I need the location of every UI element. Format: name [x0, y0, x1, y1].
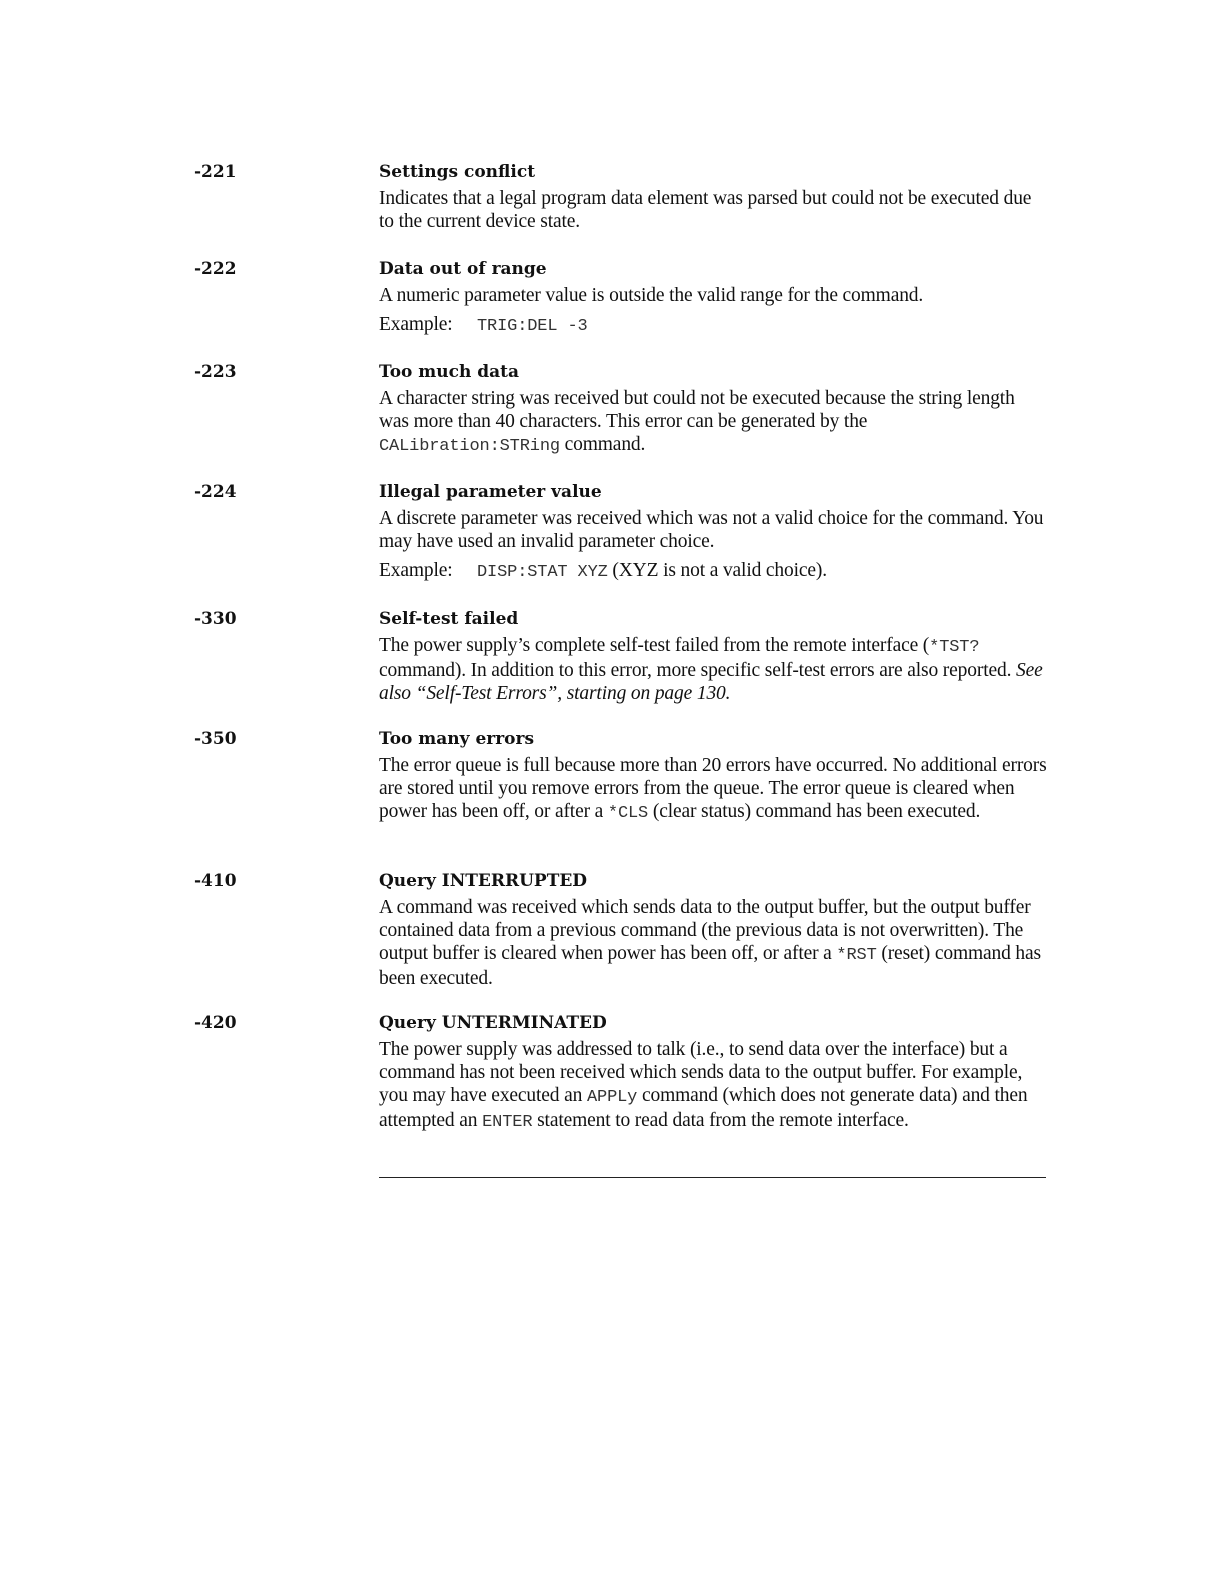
text-segment: command). In addition to this error, more specific self-test errors are also reported.: [379, 660, 1012, 681]
inline-code: *TST?: [929, 638, 980, 657]
error-title: Illegal parameter value: [379, 482, 602, 502]
text-segment: statement to read data from the remote interface.: [537, 1110, 909, 1131]
error-text: [379, 634, 1047, 705]
text-segment: (clear status) command has been executed.: [652, 801, 981, 822]
error-description: [379, 162, 1047, 233]
error-code: -350: [194, 729, 237, 749]
inline-code: *RST: [836, 946, 877, 965]
cross-reference: See also “Self-Test Errors”, starting on page 130.: [379, 660, 1043, 704]
error-text: [379, 1038, 1047, 1134]
error-text: [379, 387, 1047, 458]
example-label: Example:: [379, 314, 453, 335]
error-description: [379, 729, 1047, 825]
text-segment: The power supply’s complete self-test failed from the remote interface (: [379, 635, 930, 656]
text-segment: command (which does not generate data) and then attempted an: [379, 1085, 1028, 1131]
example-label: Example:: [379, 560, 453, 581]
error-code: -224: [194, 482, 237, 502]
error-code: -222: [194, 259, 237, 279]
example-line: [379, 559, 1047, 584]
error-text: [379, 896, 1047, 990]
error-code: -330: [194, 609, 237, 629]
error-text: A numeric parameter value is outside the valid range for the command.: [379, 285, 924, 306]
text-segment: command.: [564, 434, 646, 455]
example-code: DISP:STAT XYZ: [477, 563, 608, 582]
error-title: Too many errors: [379, 729, 535, 749]
text-segment: (reset) command has been executed.: [379, 943, 1041, 989]
inline-code: APPLy: [586, 1088, 638, 1107]
error-title: Query INTERRUPTED: [379, 871, 588, 891]
text-segment: The error queue is full because more than 20 errors have occurred. No additional errors are stored until you remove errors from the queue. The error queue is cleared when power has been off, or after a: [379, 755, 1047, 822]
error-title: Query UNTERMINATED: [379, 1013, 607, 1033]
section-end-rule: [379, 1177, 1046, 1178]
text-segment: A command was received which sends data to the output buffer, but the output buffer contained data from a previous command (the previous data is not overwritten). The output buffer is cleared when power has been off, or after a: [379, 897, 1031, 964]
error-code: -223: [194, 362, 237, 382]
error-title: Settings conflict: [379, 162, 536, 182]
inline-code: *CLS: [607, 804, 649, 823]
text-segment: A character string was received but could not be executed because the string length was more than 40 characters. This error can be generated by the: [379, 388, 1015, 432]
text-segment: The power supply was addressed to talk (i.e., to send data over the interface) but a command has not been received which sends data to the output buffer. For example, you may have executed an: [379, 1039, 1023, 1106]
example-line: [379, 313, 1047, 338]
error-text: A discrete parameter was received which was not a valid choice for the command. You may have used an invalid parameter choice.: [379, 508, 1044, 552]
error-code: -420: [194, 1013, 237, 1033]
inline-code: CALibration:STRing: [379, 437, 560, 456]
error-code: -410: [194, 871, 237, 891]
example-code: TRIG:DEL -3: [477, 317, 588, 336]
inline-code: ENTER: [482, 1113, 533, 1132]
error-text: Indicates that a legal program data element was parsed but could not be executed due to the current device state.: [379, 188, 1032, 232]
error-title: Self-test failed: [379, 609, 519, 629]
error-description: [379, 871, 1047, 990]
error-title: Data out of range: [379, 259, 547, 279]
error-description: [379, 1013, 1047, 1134]
error-description: [379, 259, 1047, 338]
error-description: [379, 362, 1047, 458]
error-description: [379, 609, 1047, 705]
error-title: Too much data: [379, 362, 520, 382]
error-code: -221: [194, 162, 237, 182]
error-text: [379, 754, 1047, 825]
error-description: [379, 482, 1047, 584]
example-note: (XYZ is not a valid choice).: [612, 560, 827, 581]
